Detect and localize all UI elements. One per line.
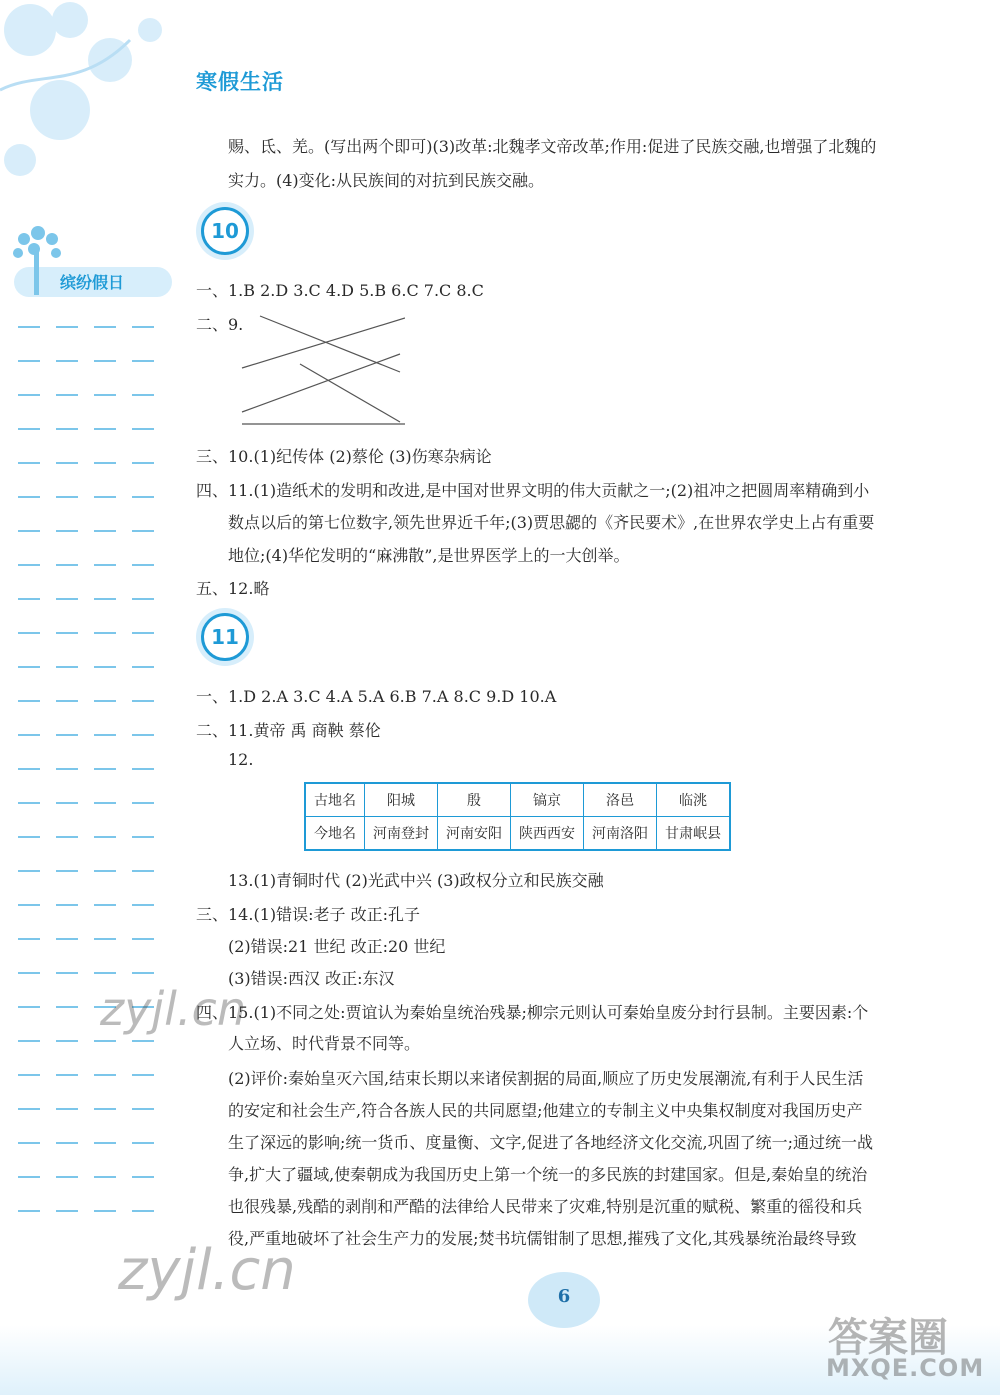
s10-q3: 三、10.(1)纪传体 (2)蔡伦 (3)伤寒杂病论 (196, 447, 492, 466)
s11-q14-line1: 三、14.(1)错误:老子 改正:孔子 (196, 905, 420, 924)
s11-q13: 13.(1)青铜时代 (2)光武中兴 (3)政权分立和民族交融 (228, 871, 604, 890)
section-10-number: 10 (201, 207, 249, 255)
s11-q14-line3: (3)错误:西汉 改正:东汉 (228, 969, 395, 988)
watermark-zyjl-1: zyjl.cn (100, 982, 246, 1036)
s10-q1: 一、1.B 2.D 3.C 4.D 5.B 6.C 7.C 8.C (196, 281, 484, 300)
s11-q2: 二、11.黄帝 禹 商鞅 蔡伦 (196, 721, 381, 740)
table-cell: 陕西西安 (511, 817, 584, 851)
table-cell: 阳城 (365, 783, 438, 817)
place-name-table (304, 782, 731, 851)
intro-line-1: 赐、氐、羌。(写出两个即可)(3)改革:北魏孝文帝改革;作用:促进了民族交融,也增强了北魏的 (228, 137, 877, 156)
s11-q15-line3: (2)评价:秦始皇灭六国,结束长期以来诸侯割据的局面,顺应了历史发展潮流,有利于人民生活 (228, 1069, 864, 1088)
s11-q15-line6: 争,扩大了疆域,使秦朝成为我国历史上第一个统一的多民族的封建国家。但是,秦始皇的统治 (228, 1165, 868, 1184)
flower-decoration (0, 0, 200, 200)
watermark-daanquan: 答案圈 (828, 1315, 948, 1361)
tree-icon (4, 225, 174, 305)
table-cell: 河南登封 (365, 817, 438, 851)
table-cell: 殷 (438, 783, 511, 817)
watermark-zyjl-2: zyjl.cn (118, 1238, 296, 1303)
intro-line-2: 实力。(4)变化:从民族间的对抗到民族交融。 (228, 171, 545, 190)
sidebar-note-lines (18, 310, 168, 1228)
s11-q12-label: 12. (228, 750, 254, 769)
s10-q2: 二、9. (196, 315, 244, 334)
table-cell: 洛邑 (584, 783, 657, 817)
s11-q14-line2: (2)错误:21 世纪 改正:20 世纪 (228, 937, 446, 956)
section-11-badge (196, 608, 254, 666)
table-cell: 临洮 (657, 783, 731, 817)
section-10-badge (196, 202, 254, 260)
s11-q1: 一、1.D 2.A 3.C 4.A 5.A 6.B 7.A 8.C 9.D 10.A (196, 687, 557, 706)
section-11-number: 11 (201, 613, 249, 661)
table-row (305, 817, 730, 851)
s10-q4-line3: 地位;(4)华佗发明的“麻沸散”,是世界医学上的一大创举。 (228, 546, 630, 565)
sidebar-label: 缤纷假日 (60, 273, 125, 292)
table-cell: 河南安阳 (438, 817, 511, 851)
page-number: 6 (557, 1286, 571, 1307)
s10-q4-line1: 四、11.(1)造纸术的发明和改进,是中国对世界文明的伟大贡献之一;(2)祖冲之把圆周率精确到小 (196, 481, 870, 500)
page-header-title: 寒假生活 (196, 70, 284, 94)
table-cell: 镐京 (511, 783, 584, 817)
watermark-mxqe: MXQE.COM (826, 1354, 985, 1382)
s10-q5: 五、12.略 (196, 579, 270, 598)
table-cell: 古地名 (305, 783, 365, 817)
table-cell: 河南洛阳 (584, 817, 657, 851)
table-cell: 今地名 (305, 817, 365, 851)
s11-q15-line1: 四、15.(1)不同之处:贾谊认为秦始皇统治残暴;柳宗元则认可秦始皇废分封行县制。主要因素:个 (196, 1003, 869, 1022)
s11-q15-line7: 也很残暴,残酷的剥削和严酷的法律给人民带来了灾难,特别是沉重的赋税、繁重的徭役和兵 (228, 1197, 863, 1216)
matching-lines-diagram (240, 310, 405, 430)
s11-q15-line8: 役,严重地破坏了社会生产力的发展;焚书坑儒钳制了思想,摧残了文化,其残暴统治最终导致 (228, 1229, 857, 1248)
s10-q4-line2: 数点以后的第七位数字,领先世界近千年;(3)贾思勰的《齐民要术》,在世界农学史上占有重要 (228, 513, 875, 532)
table-cell: 甘肃岷县 (657, 817, 731, 851)
table-row (305, 783, 730, 817)
s11-q15-line2: 人立场、时代背景不同等。 (228, 1034, 421, 1053)
s11-q15-line5: 生了深远的影响;统一货币、度量衡、文字,促进了各地经济文化交流,巩固了统一;通过统一战 (228, 1133, 873, 1152)
s11-q15-line4: 的安定和社会生产,符合各族人民的共同愿望;他建立的专制主义中央集权制度对我国历史产 (228, 1101, 863, 1120)
